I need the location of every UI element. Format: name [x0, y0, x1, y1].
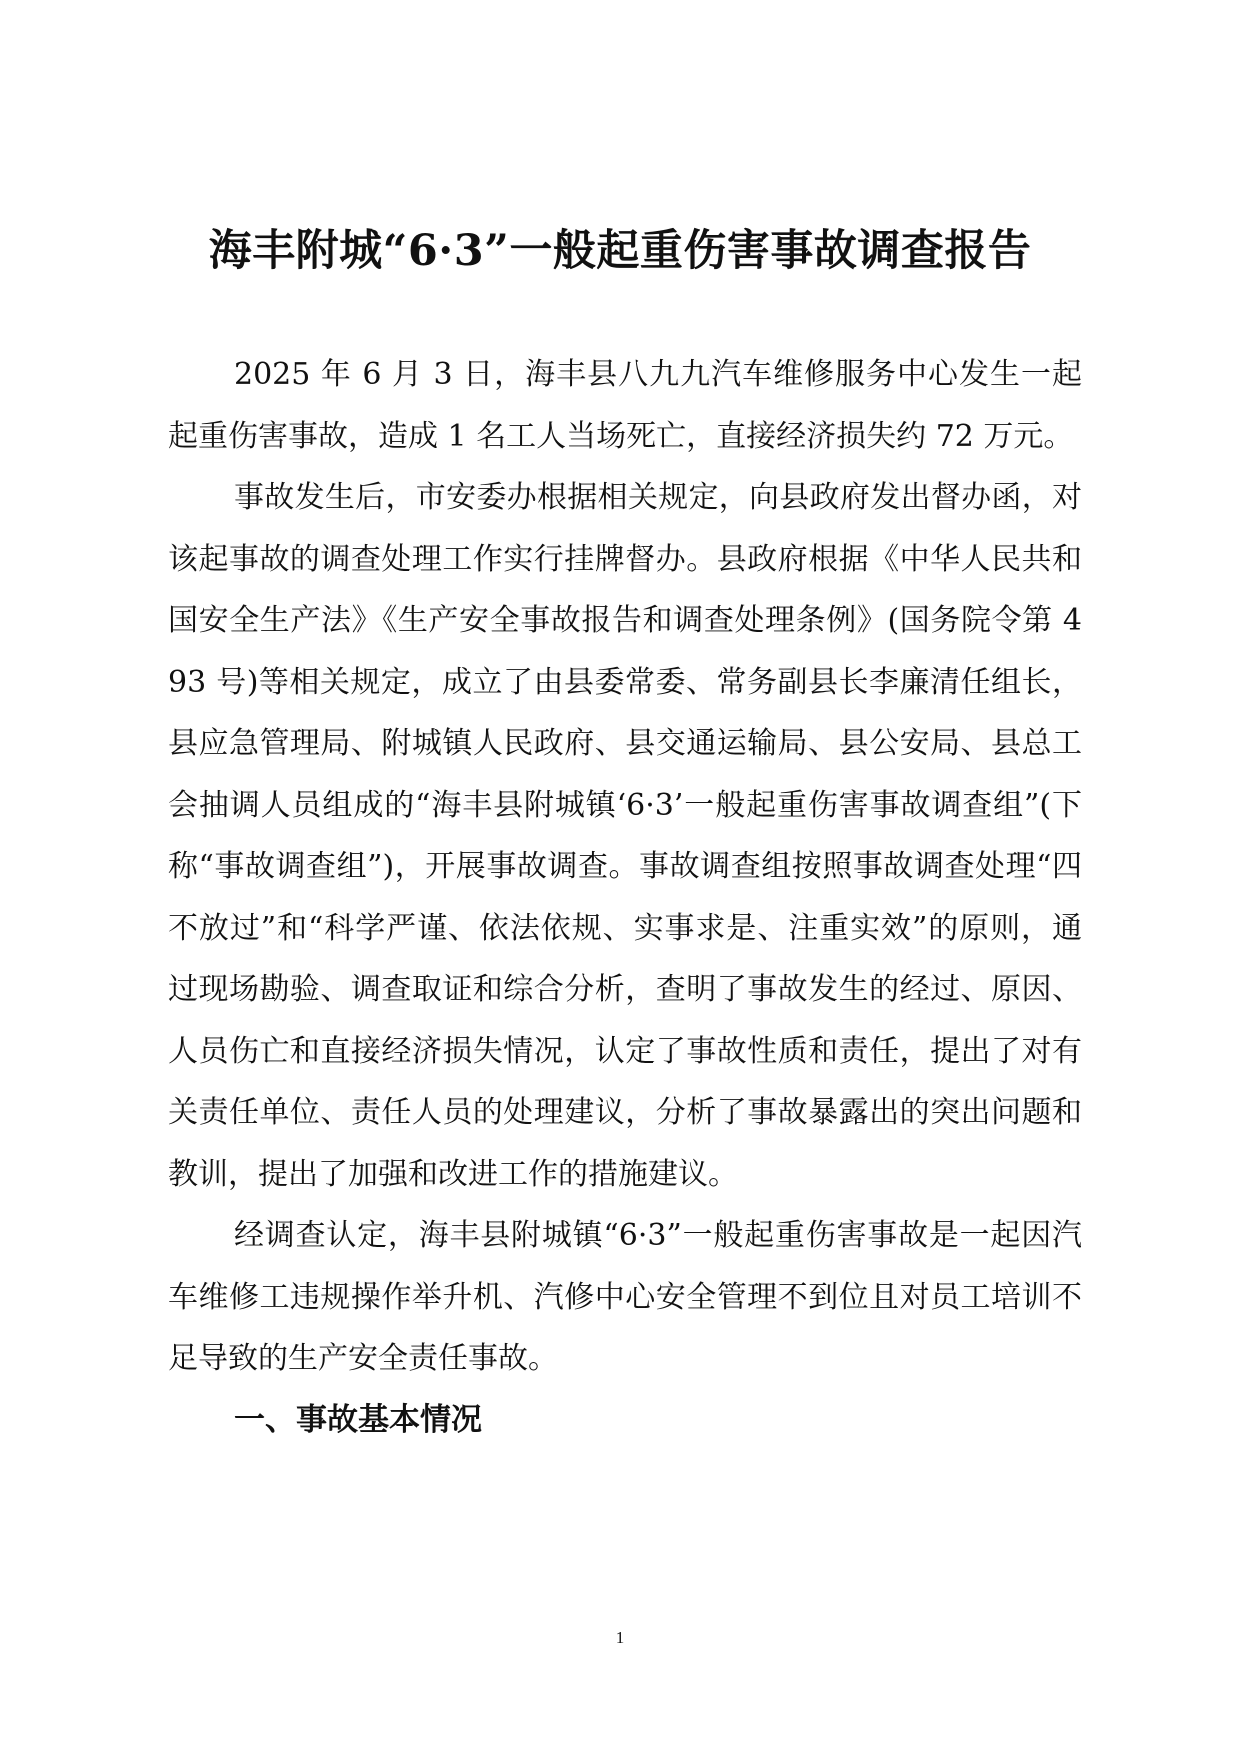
document-title: 海丰附城“6·3”一般起重伤害事故调查报告 — [208, 226, 1032, 276]
document-body — [168, 344, 1082, 1451]
paragraph-conclusion: 经调查认定，海丰县附城镇“6·3”一般起重伤害事故是一起因汽车维修工违规操作举升机、汽修中心安全管理不到位且对员工培训不足导致的生产安全责任事故。 — [168, 1218, 1082, 1376]
paragraph-intro: 2025 年 6 月 3 日，海丰县八九九汽车维修服务中心发生一起起重伤害事故，造成 1 名工人当场死亡，直接经济损失约 72 万元。 — [168, 357, 1082, 454]
section-heading: 一、事故基本情况 — [234, 1401, 482, 1438]
paragraph-investigation: 事故发生后，市安委办根据相关规定，向县政府发出督办函，对该起事故的调查处理工作实行挂牌督办。县政府根据《中华人民共和国安全生产法》《生产安全事故报告和调查处理条例》(国务院令第 493 号)等相关规定，成立了由县委常委、常务副县长李廉清任组长，县应急管理局、附城镇人民政府、县交通运输局、县公安局、县总工会抽调人员组成的“海丰县附城镇‘6·3’一般起重伤害事故调查组”(下称“事故调查组”)，开展事故调查。事故调查组按照事故调查处理“四不放过”和“科学严谨、依法依规、实事求是、注重实效”的原则，通过现场勘验、调查取证和综合分析，查明了事故发生的经过、原因、人员伤亡和直接经济损失情况，认定了事故性质和责任，提出了对有关责任单位、责任人员的处理建议，分析了事故暴露出的突出问题和教训，提出了加强和改进工作的措施建议。 — [168, 480, 1082, 1192]
page-number: 1 — [615, 1628, 625, 1647]
